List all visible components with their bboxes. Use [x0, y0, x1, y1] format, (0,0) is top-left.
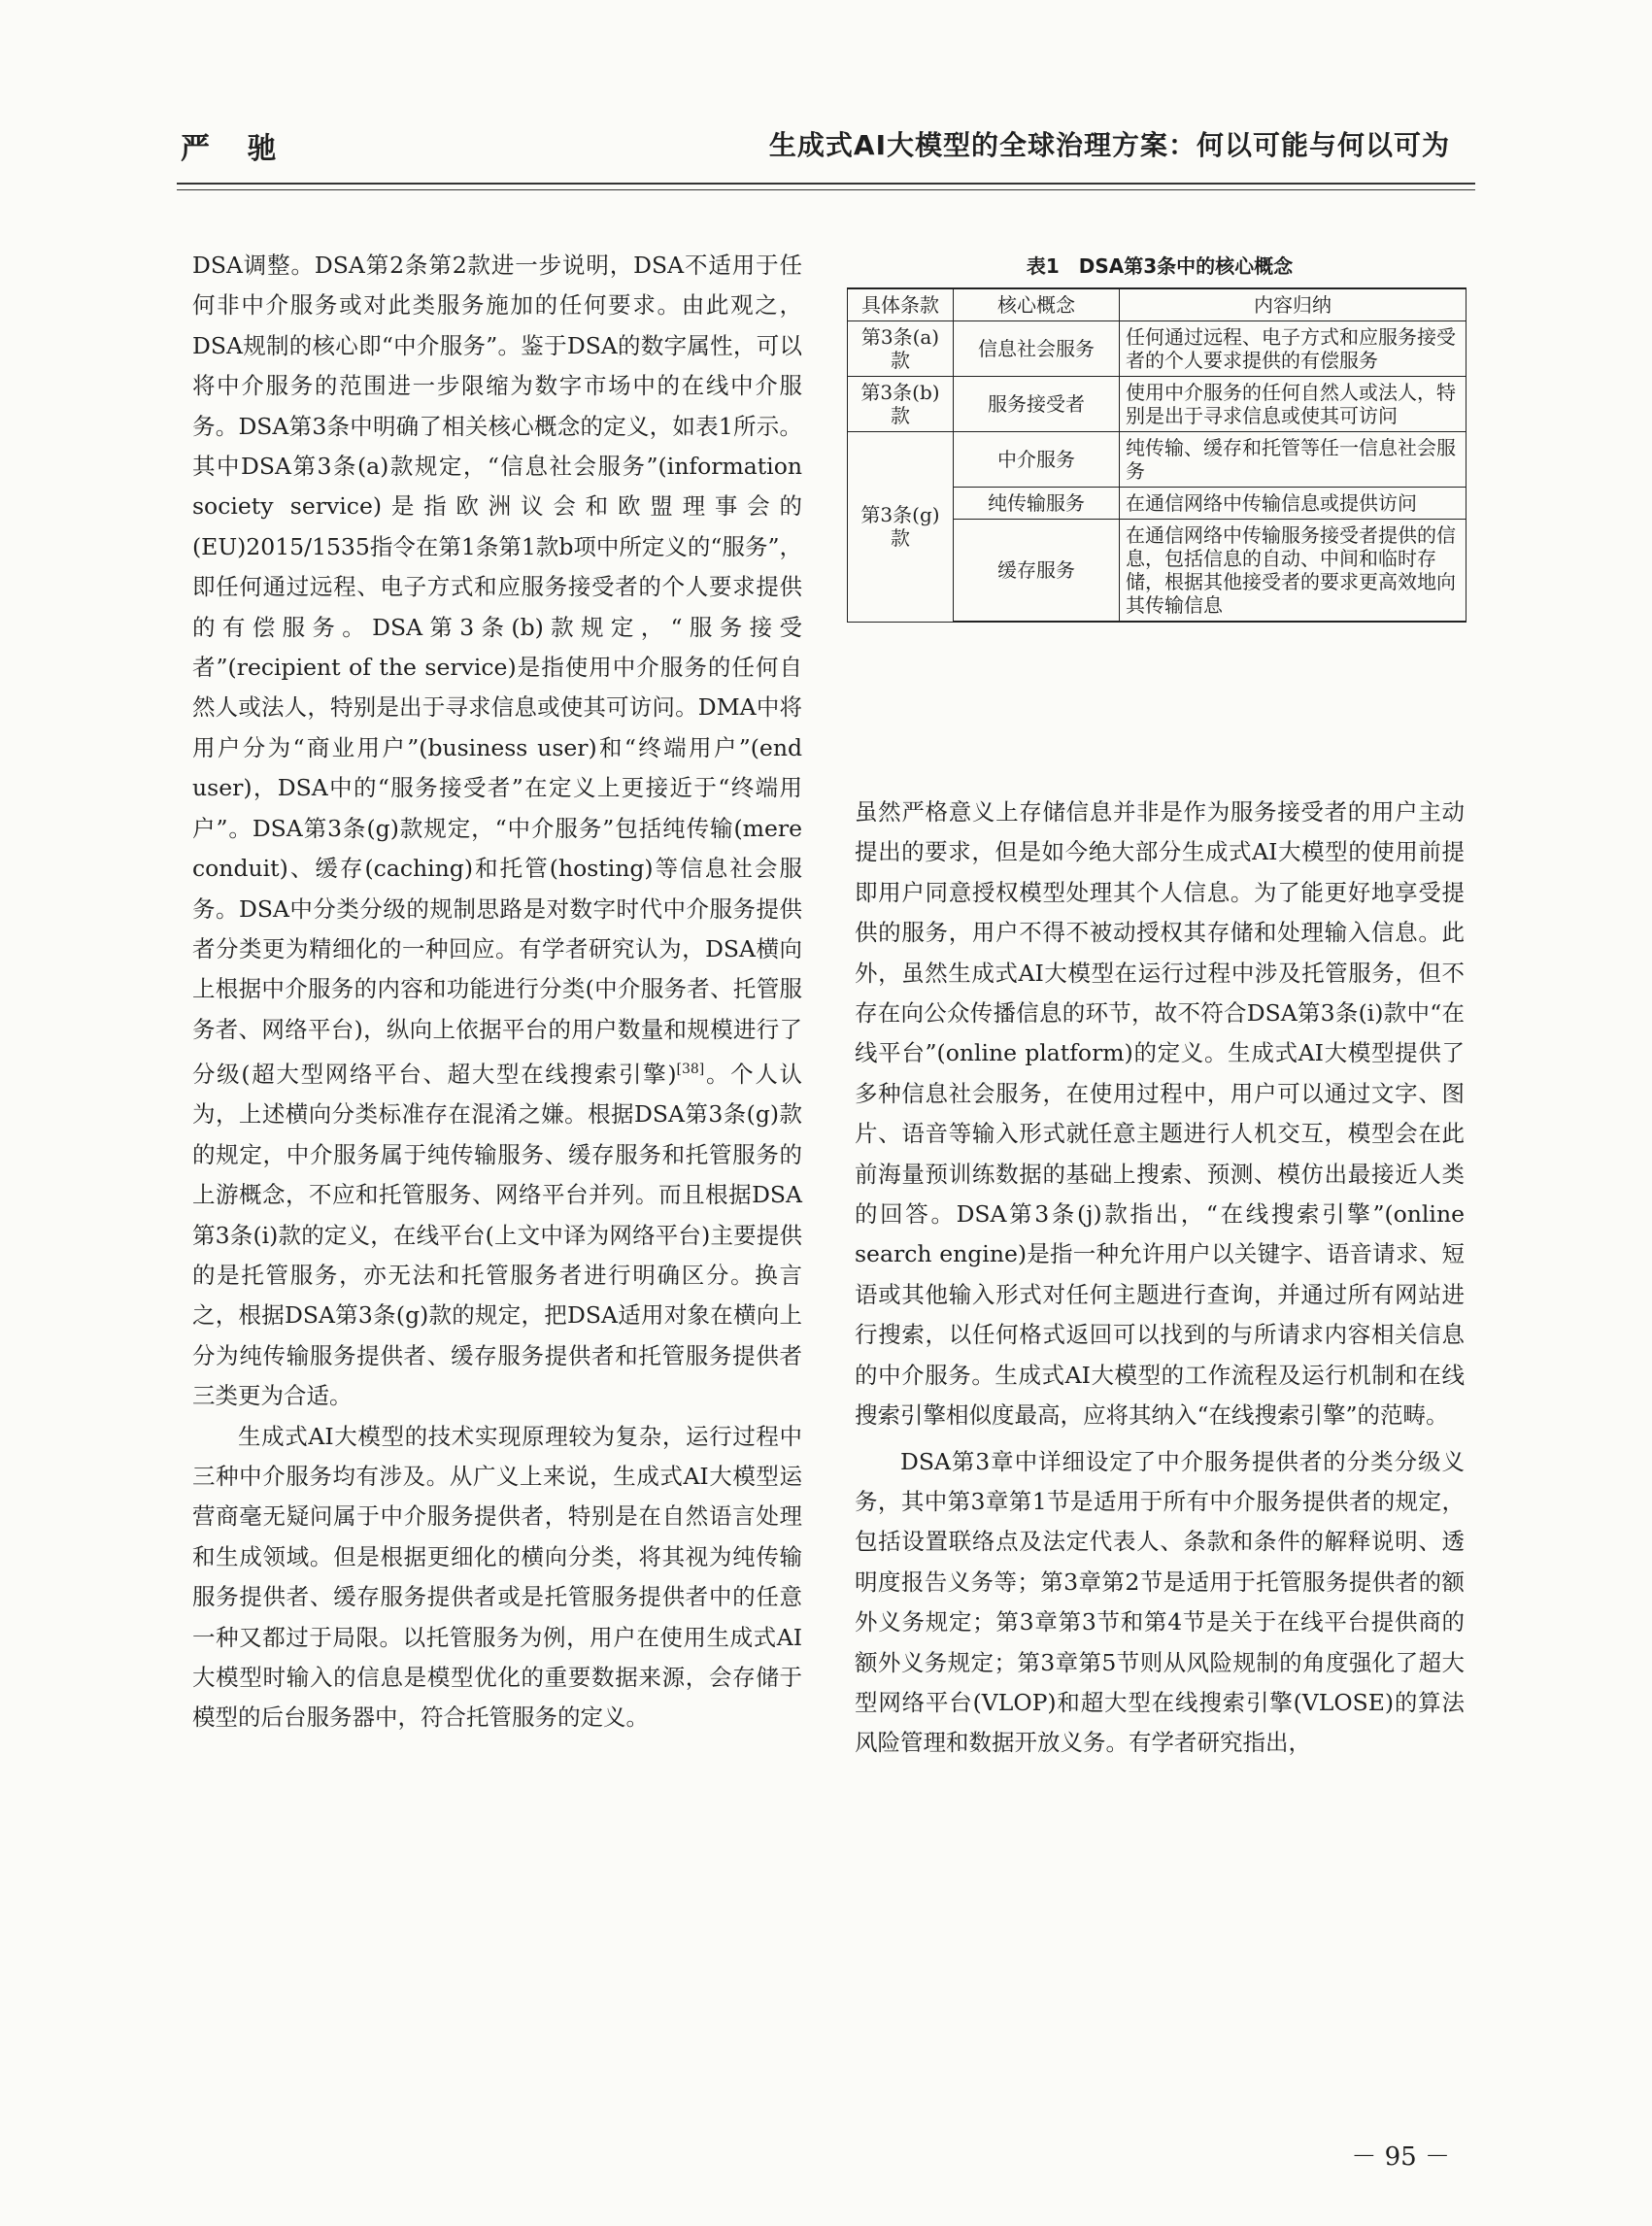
- table-row: [848, 432, 1467, 488]
- right-paragraph-1: 虽然严格意义上存储信息并非是作为服务接受者的用户主动提出的要求，但是如今绝大部分生成式AI大模型的使用前提即用户同意授权模型处理其个人信息。为了能更好地享受提供的服务，用户不得不被动授权其存储和处理输入信息。此外，虽然生成式AI大模型在运行过程中涉及托管服务，但不存在向公众传播信息的环节，故不符合DSA第3条(i)款中“在线平台”(online platform)的定义。生成式AI大模型提供了多种信息社会服务，在使用过程中，用户可以通过文字、图片、语音等输入形式就任意主题进行人机交互，模型会在此前海量预训练数据的基础上搜索、预测、模仿出最接近人类的回答。DSA第3条(j)款指出，“在线搜索引擎”(online search engine)是指一种允许用户以关键字、语音请求、短语或其他输入形式对任何主题进行查询，并通过所有网站进行搜索，以任何格式返回可以找到的与所请求内容相关信息的中介服务。生成式AI大模型的工作流程及运行机制和在线搜索引擎相似度最高，应将其纳入“在线搜索引擎”的范畴。: [855, 798, 1465, 1430]
- table-cell-content: 纯传输、缓存和托管等任一信息社会服务: [1120, 432, 1467, 488]
- header-rule-thick: [177, 183, 1475, 185]
- right-column: [855, 793, 1465, 1764]
- table-cell-content: 在通信网络中传输服务接受者提供的信息，包括信息的自动、中间和临时存储，根据其他接受者的要求更高效地向其传输信息: [1120, 520, 1467, 623]
- table-cell-concept: 中介服务: [954, 432, 1120, 488]
- table-cell-concept: 信息社会服务: [954, 321, 1120, 377]
- table-cell-concept: 缓存服务: [954, 520, 1120, 623]
- table-header: 核心概念: [954, 288, 1120, 321]
- table-cell-clause: 第3条(b)款: [848, 377, 954, 432]
- running-header-title: 生成式AI大模型的全球治理方案：何以可能与何以可为: [768, 129, 1450, 161]
- table-cell-clause: 第3条(a)款: [848, 321, 954, 377]
- table-header-row: [848, 288, 1467, 321]
- table-cell-clause: 第3条(g)款: [848, 432, 954, 623]
- right-paragraph-2: DSA第3章中详细设定了中介服务提供者的分类分级义务，其中第3章第1节是适用于所有中介服务提供者的规定，包括设置联络点及法定代表人、条款和条件的解释说明、透明度报告义务等；第3章第2节是适用于托管服务提供者的额外义务规定；第3章第3节和第4节是关于在线平台提供商的额外义务规定；第3章第5节则从风险规制的角度强化了超大型网络平台(VLOP)和超大型在线搜索引擎(VLOSE)的算法风险管理和数据开放义务。有学者研究指出，: [855, 1447, 1465, 1757]
- running-header-author: 严 驰: [181, 132, 290, 166]
- table-row: [848, 321, 1467, 377]
- table-header: 内容归纳: [1120, 288, 1467, 321]
- core-concepts-table: [847, 287, 1467, 623]
- table-cell-concept: 服务接受者: [954, 377, 1120, 432]
- left-paragraph-2: 生成式AI大模型的技术实现原理较为复杂，运行过程中三种中介服务均有涉及。从广义上来说，生成式AI大模型运营商毫无疑问属于中介服务提供者，特别是在自然语言处理和生成领域。但是根据更细化的横向分类，将其视为纯传输服务提供者、缓存服务提供者或是托管服务提供者中的任意一种又都过于局限。以托管服务为例，用户在使用生成式AI大模型时输入的信息是模型优化的重要数据来源，会存储于模型的后台服务器中，符合托管服务的定义。: [192, 1422, 802, 1732]
- table-header: 具体条款: [848, 288, 954, 321]
- left-paragraph-1: DSA调整。DSA第2条第2款进一步说明，DSA不适用于任何非中介服务或对此类服务施加的任何要求。由此观之，DSA规制的核心即“中介服务”。鉴于DSA的数字属性，可以将中介服务的范围进一步限缩为数字市场中的在线中介服务。DSA第3条中明确了相关核心概念的定义，如表1所示。其中DSA第3条(a)款规定，“信息社会服务”(information society service)是指欧洲议会和欧盟理事会的(EU)2015/1535指令在第1条第1款b项中所定义的“服务”，即任何通过远程、电子方式和应服务接受者的个人要求提供的有偿服务。DSA第3条(b)款规定，“服务接受者”(recipient of the service)是指使用中介服务的任何自然人或法人，特别是出于寻求信息或使其可访问。DMA中将用户分为“商业用户”(business user)和“终端用户”(end user)，DSA中的“服务接受者”在定义上更接近于“终端用户”。DSA第3条(g)款规定，“中介服务”包括纯传输(mere conduit)、缓存(caching)和托管(hosting)等信息社会服务。DSA中分类分级的规制思路是对数字时代中介服务提供者分类更为精细化的一种回应。有学者研究认为，DSA横向上根据中介服务的内容和功能进行分类(中介服务者、托管服务者、网络平台)，纵向上依据平台的用户数量和规模进行了分级(超大型网络平台、超大型在线搜索引擎)[38]。个人认为，上述横向分类标准存在混淆之嫌。根据DSA第3条(g)款的规定，中介服务属于纯传输服务、缓存服务和托管服务的上游概念，不应和托管服务、网络平台并列。而且根据DSA第3条(i)款的定义，在线平台(上文中译为网络平台)主要提供的是托管服务，亦无法和托管服务者进行明确区分。换言之，根据DSA第3条(g)款的规定，把DSA适用对象在横向上分为纯传输服务提供者、缓存服务提供者和托管服务提供者三类更为合适。: [192, 252, 802, 1410]
- citation-ref: [38]: [676, 1062, 705, 1078]
- left-column: [192, 246, 802, 1738]
- table-caption: 表1 DSA第3条中的核心概念: [1026, 254, 1294, 278]
- table-cell-content: 在通信网络中传输信息或提供访问: [1120, 488, 1467, 520]
- page-number: － 95 －: [1351, 2142, 1450, 2172]
- header-rule-thin: [177, 189, 1475, 190]
- table-cell-content: 使用中介服务的任何自然人或法人，特别是出于寻求信息或使其可访问: [1120, 377, 1467, 432]
- table-cell-concept: 纯传输服务: [954, 488, 1120, 520]
- table-row: [848, 377, 1467, 432]
- table-cell-content: 任何通过远程、电子方式和应服务接受者的个人要求提供的有偿服务: [1120, 321, 1467, 377]
